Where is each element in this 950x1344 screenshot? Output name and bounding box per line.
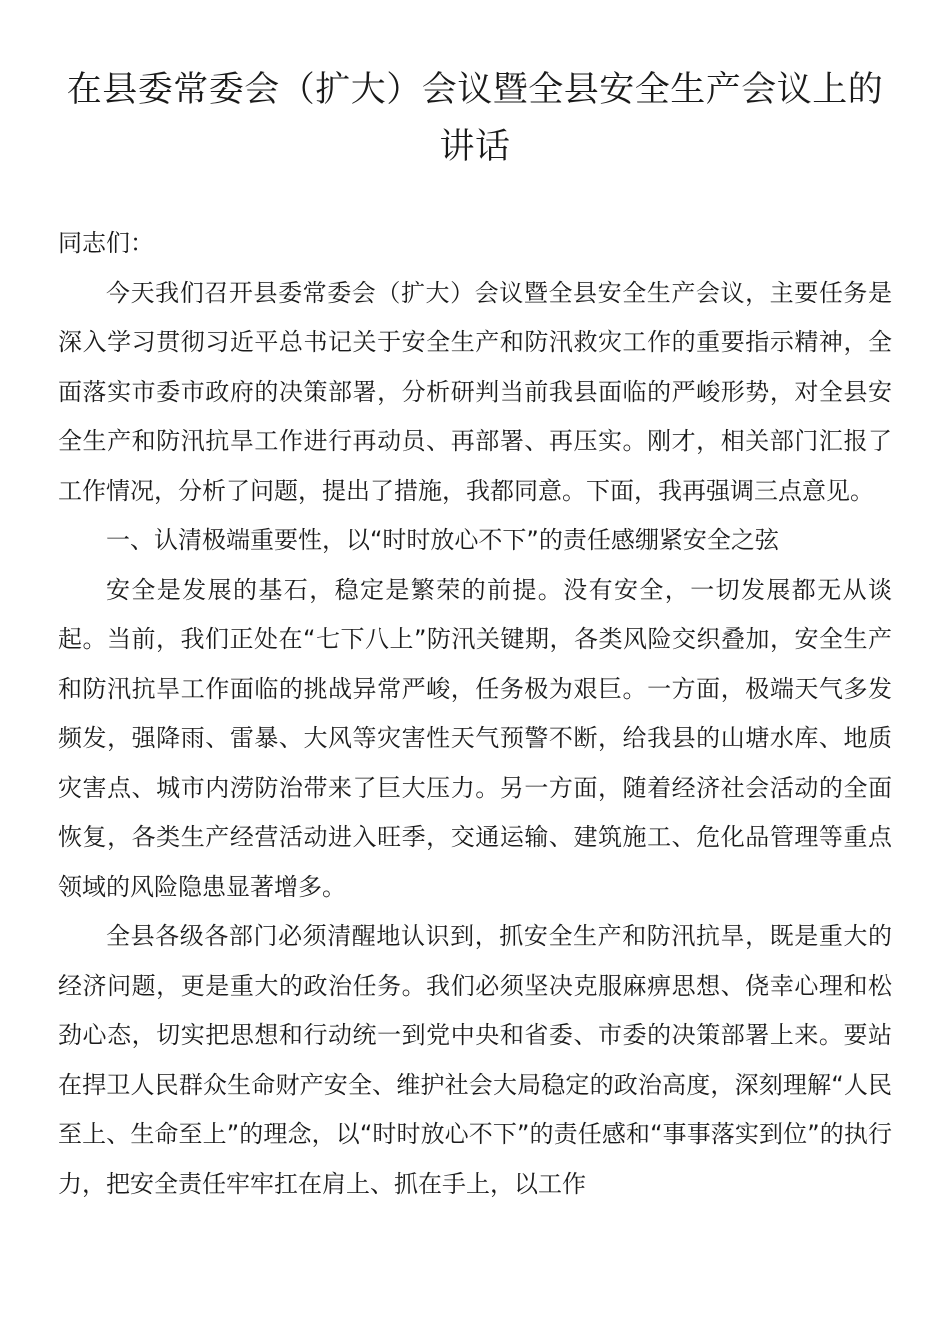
salutation: 同志们：	[58, 229, 154, 257]
paragraph-2: 全县各级各部门必须清醒地认识到，抓安全生产和防汛抗旱，既是重大的经济问题，更是重大的政治任务。我们必须坚决克服麻痹思想、侥幸心理和松劲心态，切实把思想和行动统一到党中央和省委、市委的决策部署上来。要站在捍卫人民群众生命财产安全、维护社会大局稳定的政治高度，深刻理解“人民至上、生命至上”的理念，以“时时放心不下”的责任感和“事事落实到位”的执行力，把安全责任牢牢扛在肩上、抓在手上，以工作	[58, 922, 892, 1198]
document-body	[58, 219, 892, 1209]
section-heading-1: 一、认清极端重要性，以“时时放心不下”的责任感绷紧安全之弦	[106, 526, 779, 554]
intro-paragraph: 今天我们召开县委常委会（扩大）会议暨全县安全生产会议，主要任务是深入学习贯彻习近平总书记关于安全生产和防汛救灾工作的重要指示精神，全面落实市委市政府的决策部署，分析研判当前我县面临的严峻形势，对全县安全生产和防汛抗旱工作进行再动员、再部署、再压实。刚才，相关部门汇报了工作情况，分析了问题，提出了措施，我都同意。下面，我再强调三点意见。	[58, 278, 892, 505]
document-title: 在县委常委会（扩大）会议暨全县安全生产会议上的讲话	[66, 70, 884, 167]
paragraph-1: 安全是发展的基石，稳定是繁荣的前提。没有安全，一切发展都无从谈起。当前，我们正处在“七下八上”防汛关键期，各类风险交织叠加，安全生产和防汛抗旱工作面临的挑战异常严峻，任务极为艰巨。一方面，极端天气多发频发，强降雨、雷暴、大风等灾害性天气预警不断，给我县的山塘水库、地质灾害点、城市内涝防治带来了巨大压力。另一方面，随着经济社会活动的全面恢复，各类生产经营活动进入旺季，交通运输、建筑施工、危化品管理等重点领域的风险隐患显著增多。	[58, 575, 892, 901]
